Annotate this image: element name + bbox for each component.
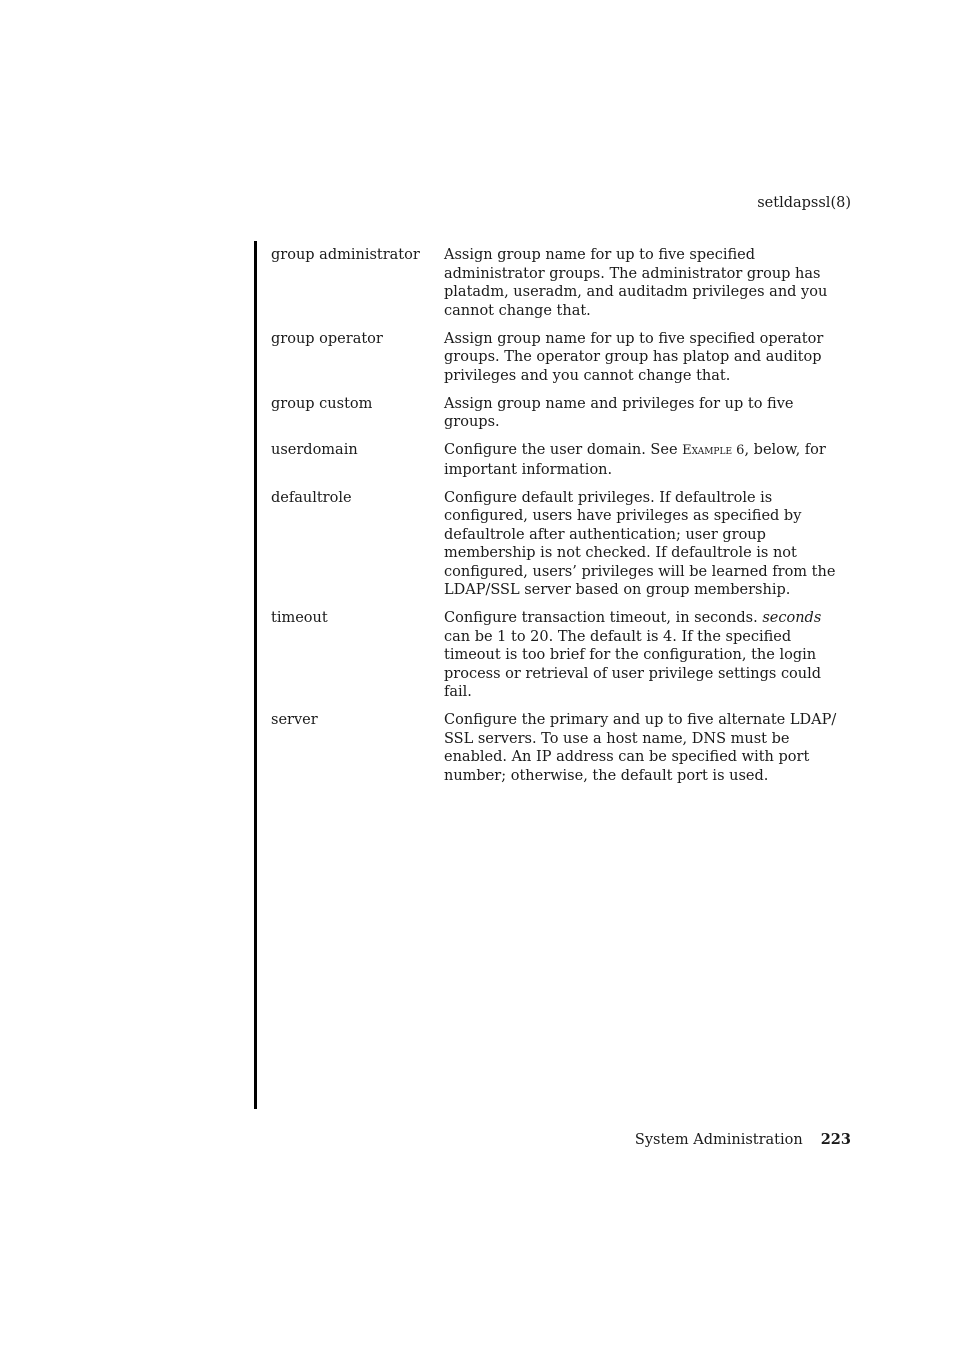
option-description: Assign group name and privileges for up to five groups. xyxy=(444,395,794,430)
option-description: Assign group name for up to five specified operator groups. The operator group has platop and auditop privileges and you cannot change that. xyxy=(444,330,824,384)
example-reference: Example 6 xyxy=(682,443,745,458)
running-header: setldapssl(8) xyxy=(757,195,851,211)
option-description xyxy=(444,441,849,479)
page-footer xyxy=(635,1130,851,1150)
option-term: defaultrole xyxy=(271,489,352,506)
option-list xyxy=(271,246,851,795)
option-row-group-administrator xyxy=(271,246,851,320)
option-description: Assign group name for up to five specified administrator groups. The administrator group has platadm, useradm, and auditadm privileges and you cannot change that. xyxy=(444,247,828,319)
option-term: timeout xyxy=(271,610,328,626)
footer-section-title: System Administration xyxy=(634,1132,803,1148)
description-text: Configure transaction timeout, in seconds. xyxy=(444,610,763,626)
description-text: , below, for important information. xyxy=(444,442,826,478)
description-text: can be 1 to 20. The default is 4. If the specified timeout is too brief for the configuration, the login process or retrieval of user privilege settings could fail. xyxy=(444,628,822,700)
option-term: group administrator xyxy=(271,247,420,263)
option-row-server xyxy=(271,711,851,785)
option-term: userdomain xyxy=(271,442,358,458)
option-term: server xyxy=(271,712,318,728)
page-number: 223 xyxy=(820,1131,851,1148)
option-term: group operator xyxy=(271,330,383,347)
option-row-group-custom xyxy=(271,395,851,432)
emphasized-term: seconds xyxy=(762,610,822,626)
change-bar xyxy=(254,241,257,1109)
option-row-defaultrole xyxy=(271,489,851,600)
description-text: Configure the user domain. See xyxy=(444,442,683,458)
option-row-userdomain xyxy=(271,441,851,479)
option-description xyxy=(444,609,849,702)
option-description: Configure default privileges. If defaultrole is configured, users have privileges as specified by defaultrole after authentication; user group membership is not checked. If defaultrole is not configured, users’ privileges will be learned from the LDAP/SSL server based on group membership. xyxy=(444,489,836,598)
option-row-timeout xyxy=(271,609,851,702)
option-row-group-operator xyxy=(271,330,851,386)
option-term: group custom xyxy=(271,395,373,412)
option-description: Configure the primary and up to five alternate LDAP/ SSL servers. To use a host name, DNS must be enabled. An IP address can be specified with port number; otherwise, the default port is used. xyxy=(444,712,837,784)
